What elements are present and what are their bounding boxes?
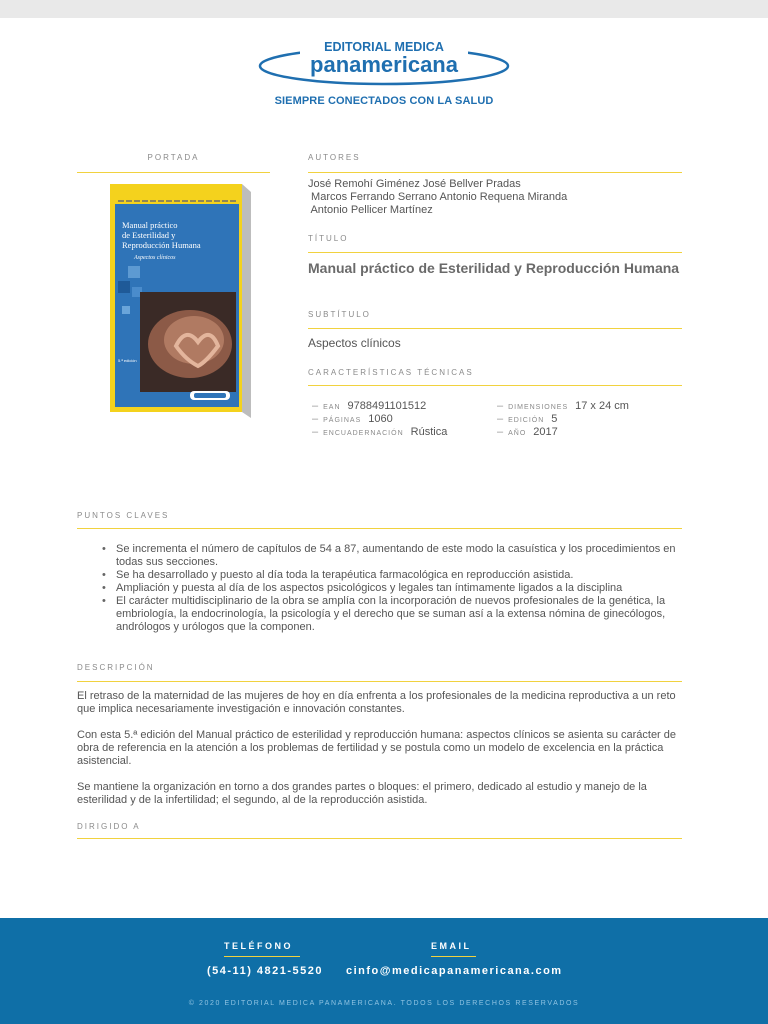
spec-dash: –	[497, 426, 504, 438]
footer-email-label: EMAIL	[431, 941, 472, 951]
publisher-logo[interactable]	[256, 36, 512, 86]
rule-descripcion	[77, 681, 682, 682]
spec-key: EAN	[323, 404, 341, 411]
spec-ean	[312, 400, 426, 413]
label-caracteristicas: CARACTERÍSTICAS TÉCNICAS	[308, 368, 474, 377]
label-portada: PORTADA	[147, 153, 200, 162]
footer-email-link[interactable]: cinfo@medicapanamericana.com	[346, 965, 563, 977]
spec-value: 5	[551, 413, 558, 425]
list-item: • Ampliación y puesta al día de los aspectos psicológicos y legales tan íntimamente ligados a la disciplina	[100, 582, 682, 595]
author-line: José Remohí Giménez José Bellver Pradas	[308, 178, 521, 190]
spec-value: 1060	[368, 413, 393, 425]
rule-caracteristicas	[308, 385, 682, 386]
label-descripcion: DESCRIPCIÓN	[77, 663, 155, 672]
book-subtitle: Aspectos clínicos	[308, 336, 401, 350]
spec-dash: –	[312, 426, 319, 438]
spec-key: AÑO	[508, 430, 527, 437]
logo-top-text: EDITORIAL MEDICA	[324, 40, 444, 54]
description-paragraph: El retraso de la maternidad de las mujeres de hoy en día enfrenta a los profesionales de la medicina reproductiva a un reto que implica necesariamente investigación e innovación constantes.	[77, 690, 676, 715]
logo-graphic	[256, 36, 512, 86]
spec-dimensiones	[497, 400, 629, 413]
key-points-list	[100, 543, 682, 634]
footer-email-rule	[431, 956, 476, 957]
spec-key: DIMENSIONES	[508, 404, 569, 411]
footer-phone-rule	[224, 956, 300, 957]
spec-key: ENCUADERNACIÓN	[323, 430, 404, 437]
description-paragraph: Con esta 5.ª edición del Manual práctico de esterilidad y reproducción humana: aspectos clínicos se asienta su carácter de obra de referencia en la atención a los problemas de fertilidad y se postula como un modelo de excelencia en la práctica asistencial.	[77, 729, 677, 767]
author-line: Marcos Ferrando Serrano Antonio Requena Miranda	[308, 191, 568, 203]
rule-puntos-claves	[77, 528, 682, 529]
spec-dash: –	[497, 400, 504, 412]
list-item: • El carácter multidisciplinario de la obra se amplía con la incorporación de nuevos profesionales de la genética, la embriología, la endocrinología, la psicología y el derecho que se suman así a la extensa nómina de ginecólogos, andrólogos y urólogos que la componen.	[100, 595, 682, 634]
label-puntos-claves: PUNTOS CLAVES	[77, 511, 170, 520]
book-title: Manual práctico de Esterilidad y Reproducción Humana	[308, 260, 680, 276]
spec-key: EDICIÓN	[508, 417, 545, 424]
spec-dash: –	[312, 413, 319, 425]
spec-edicion	[497, 413, 557, 426]
description-paragraph: Se mantiene la organización en torno a dos grandes partes o bloques: el primero, dedicado al estudio y manejo de la esterilidad y de la infertilidad; el segundo, al de la reproducción asistida.	[77, 781, 647, 806]
spec-ano	[497, 426, 558, 439]
spec-value: 9788491101512	[347, 400, 427, 412]
label-subtitulo: SUBTÍTULO	[308, 310, 371, 319]
cover-title-line-3: Reproducción Humana	[122, 240, 201, 250]
book-cover[interactable]	[110, 184, 251, 418]
cover-title-line-1: Manual práctico	[122, 220, 178, 230]
description-body	[77, 690, 682, 820]
rule-autores	[308, 172, 682, 173]
tagline: SIEMPRE CONECTADOS CON LA SALUD	[274, 95, 494, 107]
rule-titulo	[308, 252, 682, 253]
cover-edition: 5.ª edición	[118, 358, 137, 363]
spec-key: PÁGINAS	[323, 417, 362, 424]
logo-brand-text: panamericana	[310, 52, 458, 77]
footer-phone-label: TELÉFONO	[224, 941, 293, 951]
list-item: • Se ha desarrollado y puesto al día toda la terapéutica farmacológica en reproducción asistida.	[100, 569, 682, 582]
rule-portada	[77, 172, 270, 173]
spec-paginas	[312, 413, 393, 426]
cover-subtitle: Aspectos clínicos	[134, 255, 176, 261]
spec-value: Rústica	[410, 426, 448, 438]
footer-copyright: © 2020 EDITORIAL MEDICA PANAMERICANA. TODOS LOS DERECHOS RESERVADOS	[188, 1000, 580, 1007]
rule-dirigido-a	[77, 838, 682, 839]
spec-encuadernacion	[312, 426, 447, 439]
label-titulo: TÍTULO	[308, 234, 349, 243]
list-item: • Se incrementa el número de capítulos de 54 a 87, aumentando de este modo la casuística y los procedimientos en todas sus secciones.	[100, 543, 682, 569]
spec-dash: –	[312, 400, 319, 412]
spec-value: 17 x 24 cm	[575, 400, 629, 412]
footer-phone-link[interactable]: (54-11) 4821-5520	[207, 965, 324, 977]
spec-dash: –	[497, 413, 504, 425]
cover-title-line-2: de Esterilidad y	[122, 230, 176, 240]
top-bar	[0, 0, 768, 18]
authors-list	[308, 178, 688, 217]
label-dirigido-a: DIRIGIDO A	[77, 822, 141, 831]
spec-value: 2017	[533, 426, 558, 438]
cover-image	[110, 184, 251, 418]
label-autores: AUTORES	[308, 153, 361, 162]
rule-subtitulo	[308, 328, 682, 329]
author-line: Antonio Pellicer Martínez	[308, 204, 433, 216]
